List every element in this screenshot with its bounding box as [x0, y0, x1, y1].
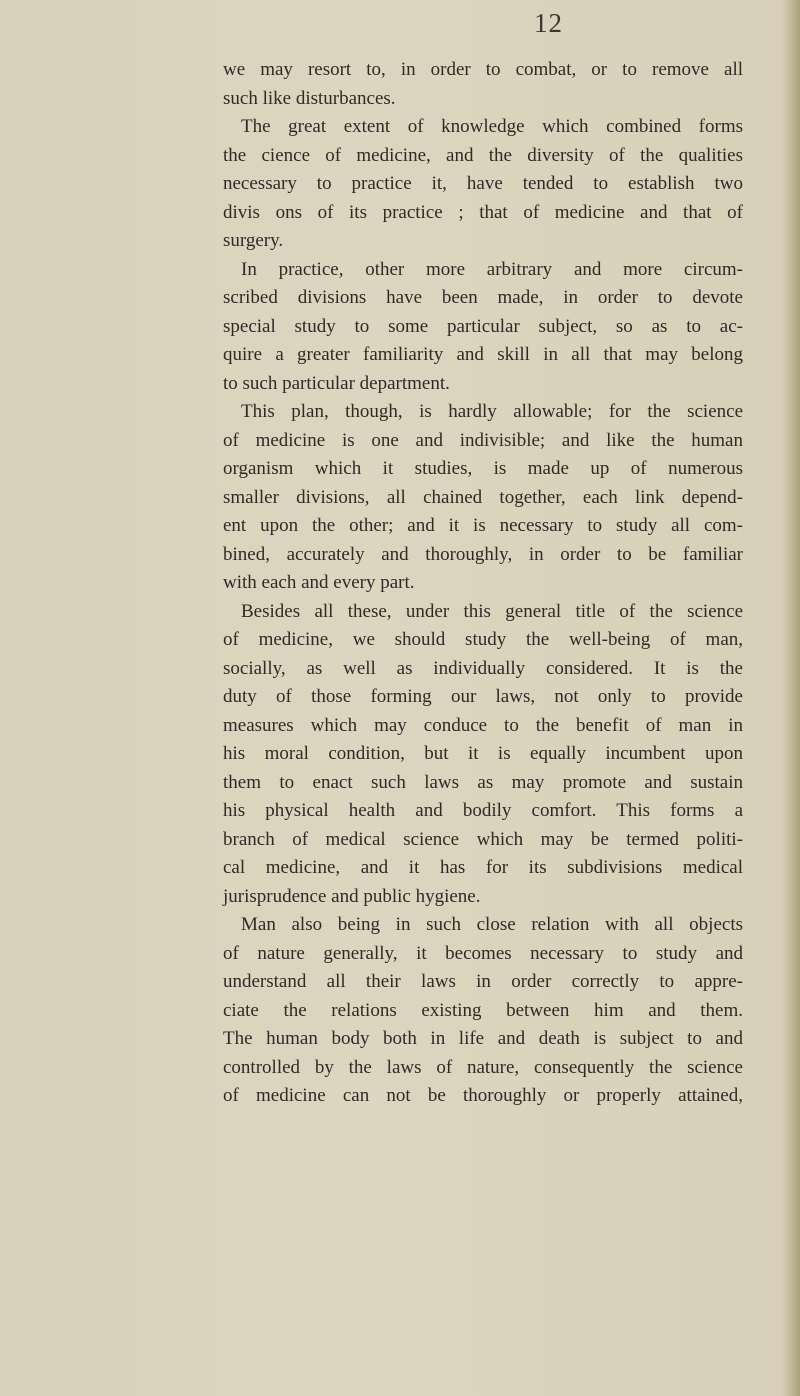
text-line: understand all their laws in order correctly to appre-: [223, 971, 743, 992]
text-line: This plan, though, is hardly allowable; for the science: [241, 401, 743, 422]
text-line: surgery.: [223, 230, 284, 251]
text-line: special study to some particular subject, so as to ac-: [223, 315, 743, 337]
text-line: the cience of medicine, and the diversity of the qualities: [223, 144, 743, 166]
text-line: controlled by the laws of nature, consequently the science: [223, 1056, 743, 1078]
text-line: ent upon the other; and it is necessary to study all com-: [223, 515, 743, 536]
text-line: The great extent of knowledge which combined forms: [241, 116, 743, 137]
text-line: divis ons of its practice ; that of medicine and that of: [223, 201, 743, 223]
text-line: with each and every part.: [223, 572, 415, 593]
text-line: of medicine is one and indivisible; and like the human: [223, 429, 743, 451]
text-line: smaller divisions, all chained together, each link depend-: [223, 486, 743, 508]
text-line: we may resort to, in order to combat, or to remove all: [223, 59, 743, 80]
text-line: of medicine can not be thoroughly or properly attained,: [223, 1085, 743, 1106]
text-line: scribed divisions have been made, in order to devote: [223, 287, 743, 308]
text-line: measures which may conduce to the benefit of man in: [223, 714, 743, 736]
body-text: [223, 56, 743, 1111]
text-line: branch of medical science which may be termed politi-: [223, 828, 743, 850]
text-line: such like disturbances.: [223, 87, 396, 109]
text-line: his physical health and bodily comfort. This forms a: [223, 800, 743, 821]
text-line: his moral condition, but it is equally incumbent upon: [223, 743, 743, 764]
text-line: necessary to practice it, have tended to establish two: [223, 173, 743, 194]
text-line: Man also being in such close relation with all objects: [241, 914, 743, 935]
text-line: to such particular department.: [223, 372, 450, 394]
page-edge-shadow: [782, 0, 800, 1396]
text-line: cal medicine, and it has for its subdivisions medical: [223, 857, 743, 878]
text-line: of nature generally, it becomes necessary to study and: [223, 942, 743, 964]
text-line: socially, as well as individually considered. It is the: [223, 657, 743, 679]
page-number: 12: [534, 8, 563, 38]
text-line: duty of those forming our laws, not only to provide: [223, 686, 743, 707]
text-line: organism which it studies, is made up of numerous: [223, 458, 743, 479]
text-line: In practice, other more arbitrary and more circum-: [241, 258, 743, 280]
text-line: quire a greater familiarity and skill in all that may belong: [223, 344, 743, 365]
text-line: jurisprudence and public hygiene.: [223, 885, 481, 907]
text-line: them to enact such laws as may promote and sustain: [223, 771, 743, 793]
text-line: ciate the relations existing between him and them.: [223, 999, 743, 1021]
text-line: bined, accurately and thoroughly, in order to be familiar: [223, 543, 743, 565]
text-line: Besides all these, under this general title of the science: [241, 600, 743, 622]
text-line: The human body both in life and death is subject to and: [223, 1028, 743, 1049]
text-line: of medicine, we should study the well-being of man,: [223, 629, 743, 650]
